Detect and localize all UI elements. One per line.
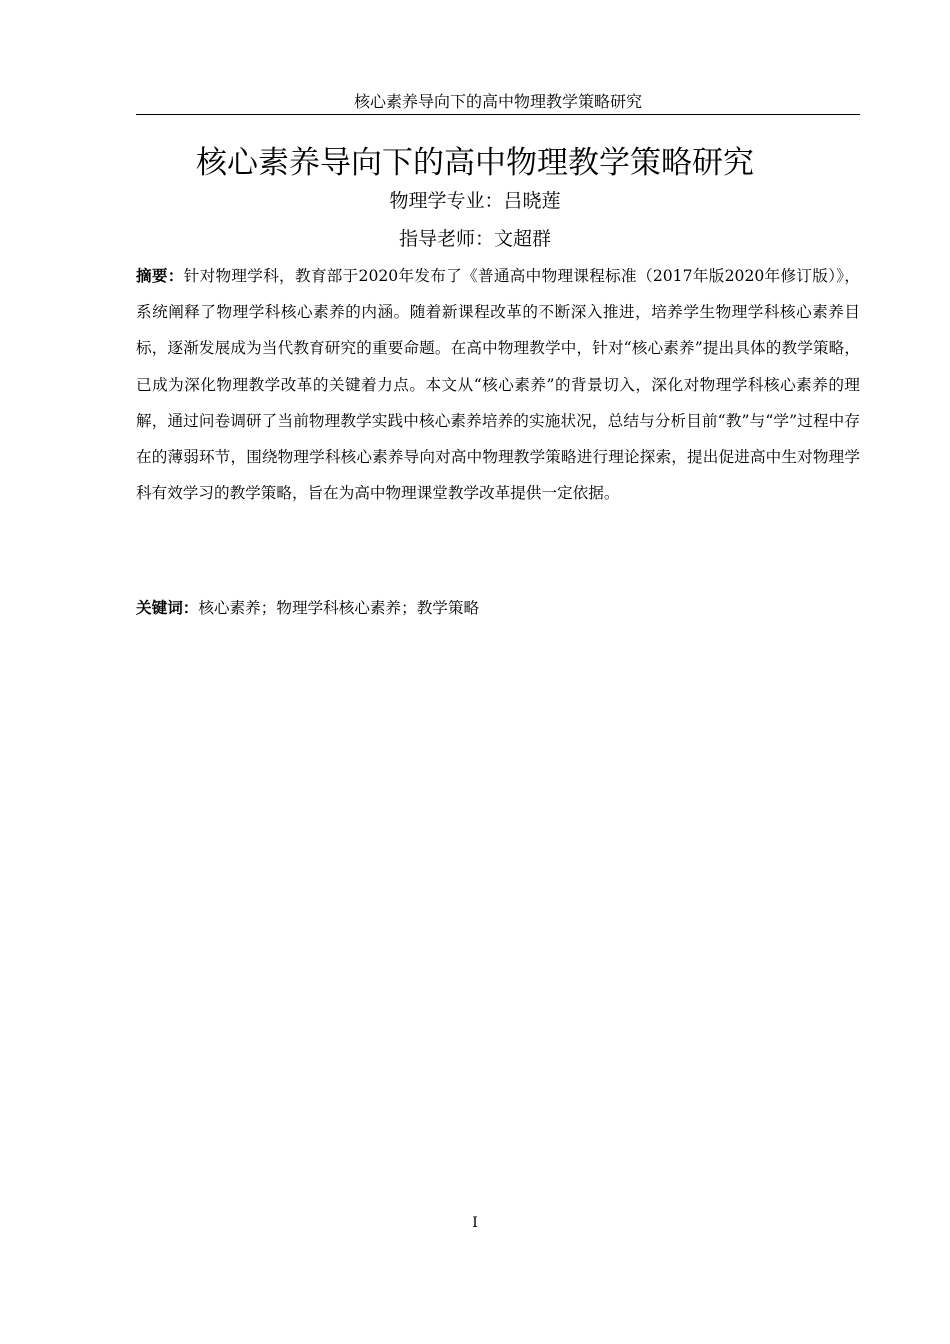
running-header-title: 核心素养导向下的高中物理教学策略研究 xyxy=(353,92,642,111)
running-header xyxy=(136,92,860,115)
keywords-paragraph xyxy=(136,592,860,624)
keywords-text: 核心素养；物理学科核心素养；教学策略 xyxy=(198,599,480,617)
keywords-label: 关键词： xyxy=(136,598,199,617)
advisor-name: 文超群 xyxy=(494,228,552,250)
document-title: 核心素养导向下的高中物理教学策略研究 xyxy=(196,145,754,181)
major-label: 物理学专业： xyxy=(389,190,504,212)
advisor-label: 指导老师： xyxy=(398,228,494,250)
abstract-paragraph xyxy=(136,258,860,511)
abstract-label: 摘要： xyxy=(136,266,184,285)
page-number: I xyxy=(472,1215,478,1231)
major-author: 吕晓莲 xyxy=(503,190,561,212)
major-line xyxy=(0,188,950,214)
advisor-line xyxy=(0,226,950,252)
abstract-text: 针对物理学科，教育部于2020年发布了《普通高中物理课程标准（2017年版2020年修订版）》，系统阐释了物理学科核心素养的内涵。随着新课程改革的不断深入推进，培养学生物理学科核心素养目标，逐渐发展成为当代教育研究的重要命题。在高中物理教学中，针对“核心素养”提出具体的教学策略，已成为深化物理教学改革的关键着力点。本文从“核心素养”的背景切入，深化对物理学科核心素养的理解，通过问卷调研了当前物理教学实践中核心素养培养的实施状况，总结与分析目前“教”与“学”过程中存在的薄弱环节，围绕物理学科核心素养导向对高中物理教学策略进行理论探索，提出促进高中生对物理学科有效学习的教学策略，旨在为高中物理课堂教学改革提供一定依据。 xyxy=(136,267,860,503)
